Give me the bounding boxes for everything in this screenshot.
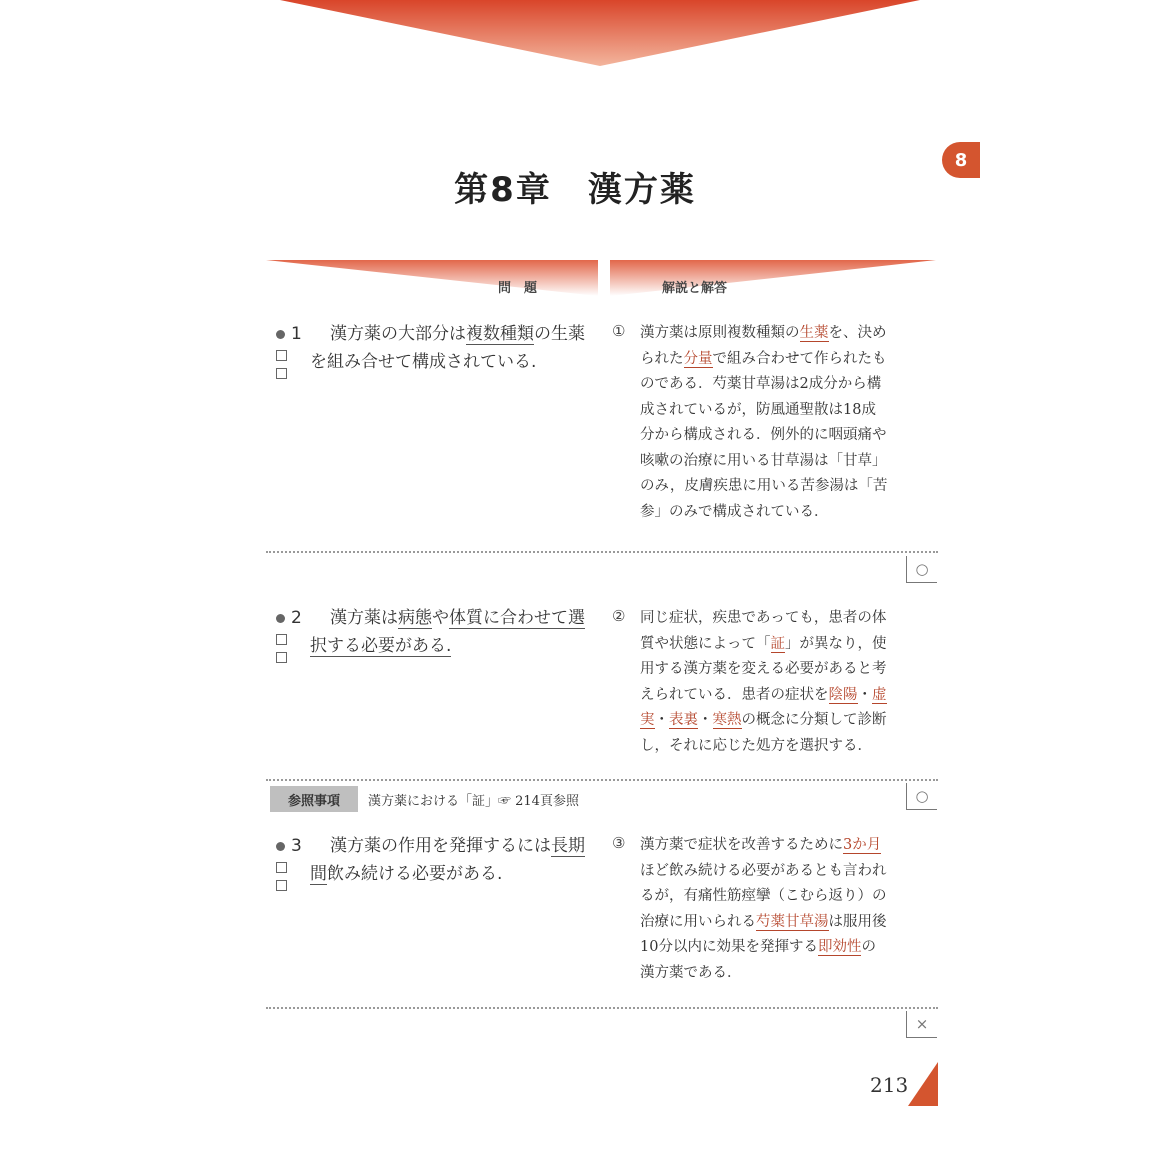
- question-bullet-icon: [276, 614, 285, 623]
- correct-mark-icon: ○: [915, 787, 929, 805]
- question-text: [310, 320, 595, 376]
- question-text-part: に合わせて選択する必要がある.: [310, 608, 585, 656]
- question-number: 2: [291, 608, 302, 628]
- answer-line: 治療に用いられる芍薬甘草湯は服用後: [640, 913, 887, 930]
- answer-line: 10分以内に効果を発揮する即効性の: [640, 939, 876, 955]
- question-number: 1: [291, 324, 302, 344]
- answer-line: のである．芍薬甘草湯は2成分から構: [640, 376, 882, 392]
- question-column-header: 問 題: [498, 281, 538, 296]
- answer-line: 質や状態によって「証」が異なり，使: [640, 635, 887, 652]
- reference-label: 参照事項: [270, 786, 358, 812]
- answer-line: のみ，皮膚疾患に用いる苦参湯は「苦: [640, 478, 888, 494]
- answer-line: ほど飲み続ける必要があるとも言われ: [640, 862, 887, 879]
- question-text-part: や: [432, 608, 449, 628]
- answer-line: 用する漢方薬を変える必要があると考: [640, 661, 887, 677]
- question-text-part: 漢方薬の作用を発揮するには: [330, 836, 551, 856]
- result-mark-box: [906, 556, 937, 583]
- column-header-bands: [266, 258, 936, 298]
- answer-line: 実・表裏・寒熱の概念に分類して診断: [640, 712, 887, 728]
- check-box-2b[interactable]: [276, 652, 287, 663]
- answer-line: えられている．患者の症状を陰陽・虚: [640, 686, 887, 703]
- check-box-1a[interactable]: [276, 350, 287, 361]
- chapter-tab-number: 8: [954, 149, 968, 171]
- divider: [266, 779, 938, 781]
- answer-line: 分から構成される．例外的に咽頭痛や: [640, 427, 887, 443]
- answer-explanation: [640, 321, 940, 525]
- check-box-1b[interactable]: [276, 368, 287, 379]
- page-corner-accent: [908, 1062, 938, 1106]
- chapter-title: 第8章 漢方薬: [454, 170, 696, 210]
- question-number: 3: [291, 836, 302, 856]
- divider: [266, 1007, 938, 1009]
- answer-line: 漢方薬で症状を改善するために3か月: [640, 837, 882, 853]
- question-text-part: 飲み続ける必要がある.: [327, 864, 503, 884]
- question-key-term: 病態: [398, 608, 432, 628]
- answer-number: ①: [612, 322, 626, 340]
- answer-line: 成されているが，防風通聖散は18成: [640, 401, 876, 418]
- answer-number: ③: [612, 834, 626, 852]
- answer-line: し，それに応じた処方を選択する．: [640, 737, 872, 754]
- question-text-part: 漢方薬の大部分は: [330, 324, 466, 344]
- correct-mark-icon: ○: [915, 560, 929, 578]
- top-banner: [0, 0, 1150, 70]
- answer-number: ②: [612, 607, 626, 625]
- question-key-term: 長期間: [310, 836, 585, 884]
- result-mark-box: [906, 1011, 937, 1038]
- question-bullet-icon: [276, 842, 285, 851]
- divider: [266, 551, 938, 553]
- question-bullet-icon: [276, 330, 285, 339]
- answer-explanation: [640, 606, 940, 759]
- incorrect-mark-icon: ×: [915, 1015, 929, 1033]
- answer-explanation: [640, 833, 940, 986]
- check-box-3a[interactable]: [276, 862, 287, 873]
- answer-line: 漢方薬は原則複数種類の生薬を、決め: [640, 325, 887, 341]
- answer-column-header: 解説と解答: [662, 281, 728, 296]
- answer-line: られた分量で組み合わせて作られたも: [640, 350, 887, 367]
- result-mark-box: [906, 783, 937, 810]
- answer-line: 参」のみで構成されている．: [640, 503, 829, 520]
- page-number: 213: [870, 1073, 909, 1097]
- reference-link[interactable]: 漢方薬における「証」☞ 214頁参照: [368, 794, 579, 809]
- answer-line: 咳嗽の治療に用いる甘草湯は「甘草」: [640, 452, 887, 469]
- answer-line: 漢方薬である．: [640, 964, 742, 981]
- answer-line: 同じ症状，疾患であっても，患者の体: [640, 610, 887, 626]
- question-key-term: 体質: [449, 608, 483, 628]
- question-text-part: の生薬を組み合せて構成されている.: [310, 324, 585, 372]
- answer-line: るが，有痛性筋痙攣（こむら返り）の: [640, 888, 887, 904]
- question-text: [310, 604, 595, 660]
- check-box-2a[interactable]: [276, 634, 287, 645]
- check-box-3b[interactable]: [276, 880, 287, 891]
- question-text: [310, 832, 595, 888]
- question-key-term: 複数種類: [466, 324, 534, 344]
- question-text-part: 漢方薬は: [330, 608, 398, 628]
